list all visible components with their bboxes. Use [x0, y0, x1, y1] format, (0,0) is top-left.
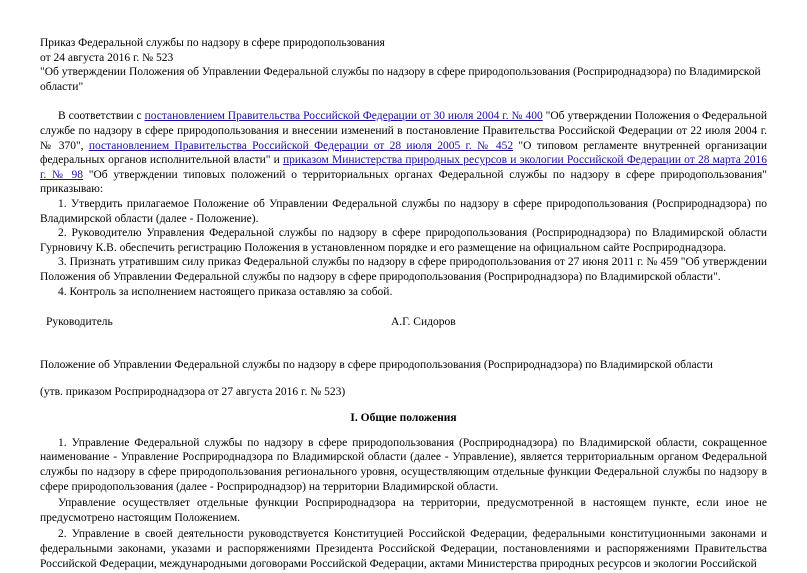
- link-order-98[interactable]: приказом Министерства природных ресурсов и экологии Российской Федерации от 28 марта 2016 г. № 98: [40, 154, 767, 181]
- link-decree-400[interactable]: постановлением Правительства Российской Федерации от 30 июля 2004 г. № 400: [144, 110, 543, 123]
- order-title: "Об утверждении Положения об Управлении Федеральной службы по надзору в сфере природопользования (Росприроднадзора) по Владимирской области": [40, 66, 761, 93]
- order-header: [40, 36, 767, 94]
- regulation-title: Положение об Управлении Федеральной службы по надзору в сфере природопользования (Росприроднадзора) по Владимирской области: [40, 359, 713, 372]
- order-item-3: 3. Признать утратившим силу приказ Федеральной службы по надзору в сфере природопользования от 27 июня 2011 г. № 459 "Об утверждении Положения об Управлении Федеральной службы по надзору в сфере природопользования (Росприроднадзора) по Владимирской области".: [40, 256, 767, 283]
- order-items: [40, 197, 767, 299]
- document-page: [40, 36, 767, 573]
- preamble-text-1: В соответствии с: [58, 110, 145, 123]
- order-item-1: 1. Утвердить прилагаемое Положение об Управлении Федеральной службы по надзору в сфере природопользования (Росприроднадзора) по Владимирской области (далее - Положение).: [40, 197, 767, 225]
- order-item-4: 4. Контроль за исполнением настоящего приказа оставляю за собой.: [58, 285, 393, 298]
- preamble-text-4: "Об утверждении типовых положений о территориальных органах Федеральной службы по надзору в сфере природопользования" приказываю:: [40, 168, 767, 196]
- order-date-number: от 24 августа 2016 г. № 523: [40, 51, 174, 64]
- order-item-2: 2. Руководителю Управления Федеральной службы по надзору в сфере природопользования (Росприроднадзора) по Владимирской области Гурновичу К.В. обеспечить регистрацию Положения в установленном порядке и его размещение на официальном сайте Росприроднадзора.: [40, 227, 767, 254]
- section-heading: I. Общие положения: [350, 412, 457, 425]
- preamble-text-2: "Об утверждении Положения о Федеральной службе по надзору в сфере природопользования и внесении изменений в постановление Правительства Российской Федерации от 22 июля 2004 г. № 370",: [40, 110, 767, 152]
- order-name: Приказ Федеральной службы по надзору в сфере природопользования: [40, 37, 385, 49]
- regulation-paragraph-1: 1. Управление Федеральной службы по надзору в сфере природопользования (Росприроднадзора) по Владимирской области, сокращенное наименование - Управление Росприроднадзора по Владимирской области (далее - Управление), является территориальным органом Федеральной службы по надзору в сфере природопользования регионального уровня, осуществляющим отдельные функции Федеральной службы по надзору в сфере природопользования (далее - Росприроднадзор) на территории Владимирской области.: [40, 436, 767, 493]
- preamble-paragraph: [40, 109, 767, 197]
- link-decree-452[interactable]: постановлением Правительства Российской Федерации от 28 июля 2005 г. № 452: [88, 139, 514, 152]
- preamble-text-3: "О типовом регламенте внутренней организации федеральных органов исполнительной власти" и: [40, 139, 768, 167]
- signature-role: Руководитель: [46, 316, 113, 329]
- regulation-paragraph-3: 2. Управление в своей деятельности руководствуется Конституцией Российской Федерации, федеральными конституционными законами и федеральными законами, указами и распоряжениями Президента Российской Федерации, постановлениями и распоряжениями Правительства Российской Федерации, международными договорами Российской Федерации, актами Министерства природных ресурсов и экологии Российской: [40, 528, 767, 570]
- regulation-approval: (утв. приказом Росприроднадзора от 27 августа 2016 г. № 523): [40, 385, 346, 398]
- signature-block: [40, 315, 767, 331]
- signature-name: А.Г. Сидоров: [391, 316, 456, 329]
- regulation-paragraph-2: Управление осуществляет отдельные функции Росприроднадзора на территории, предусмотренной в настоящем пункте, если иное не предусмотрено настоящим Положением.: [40, 497, 767, 524]
- regulation-body: [40, 436, 767, 571]
